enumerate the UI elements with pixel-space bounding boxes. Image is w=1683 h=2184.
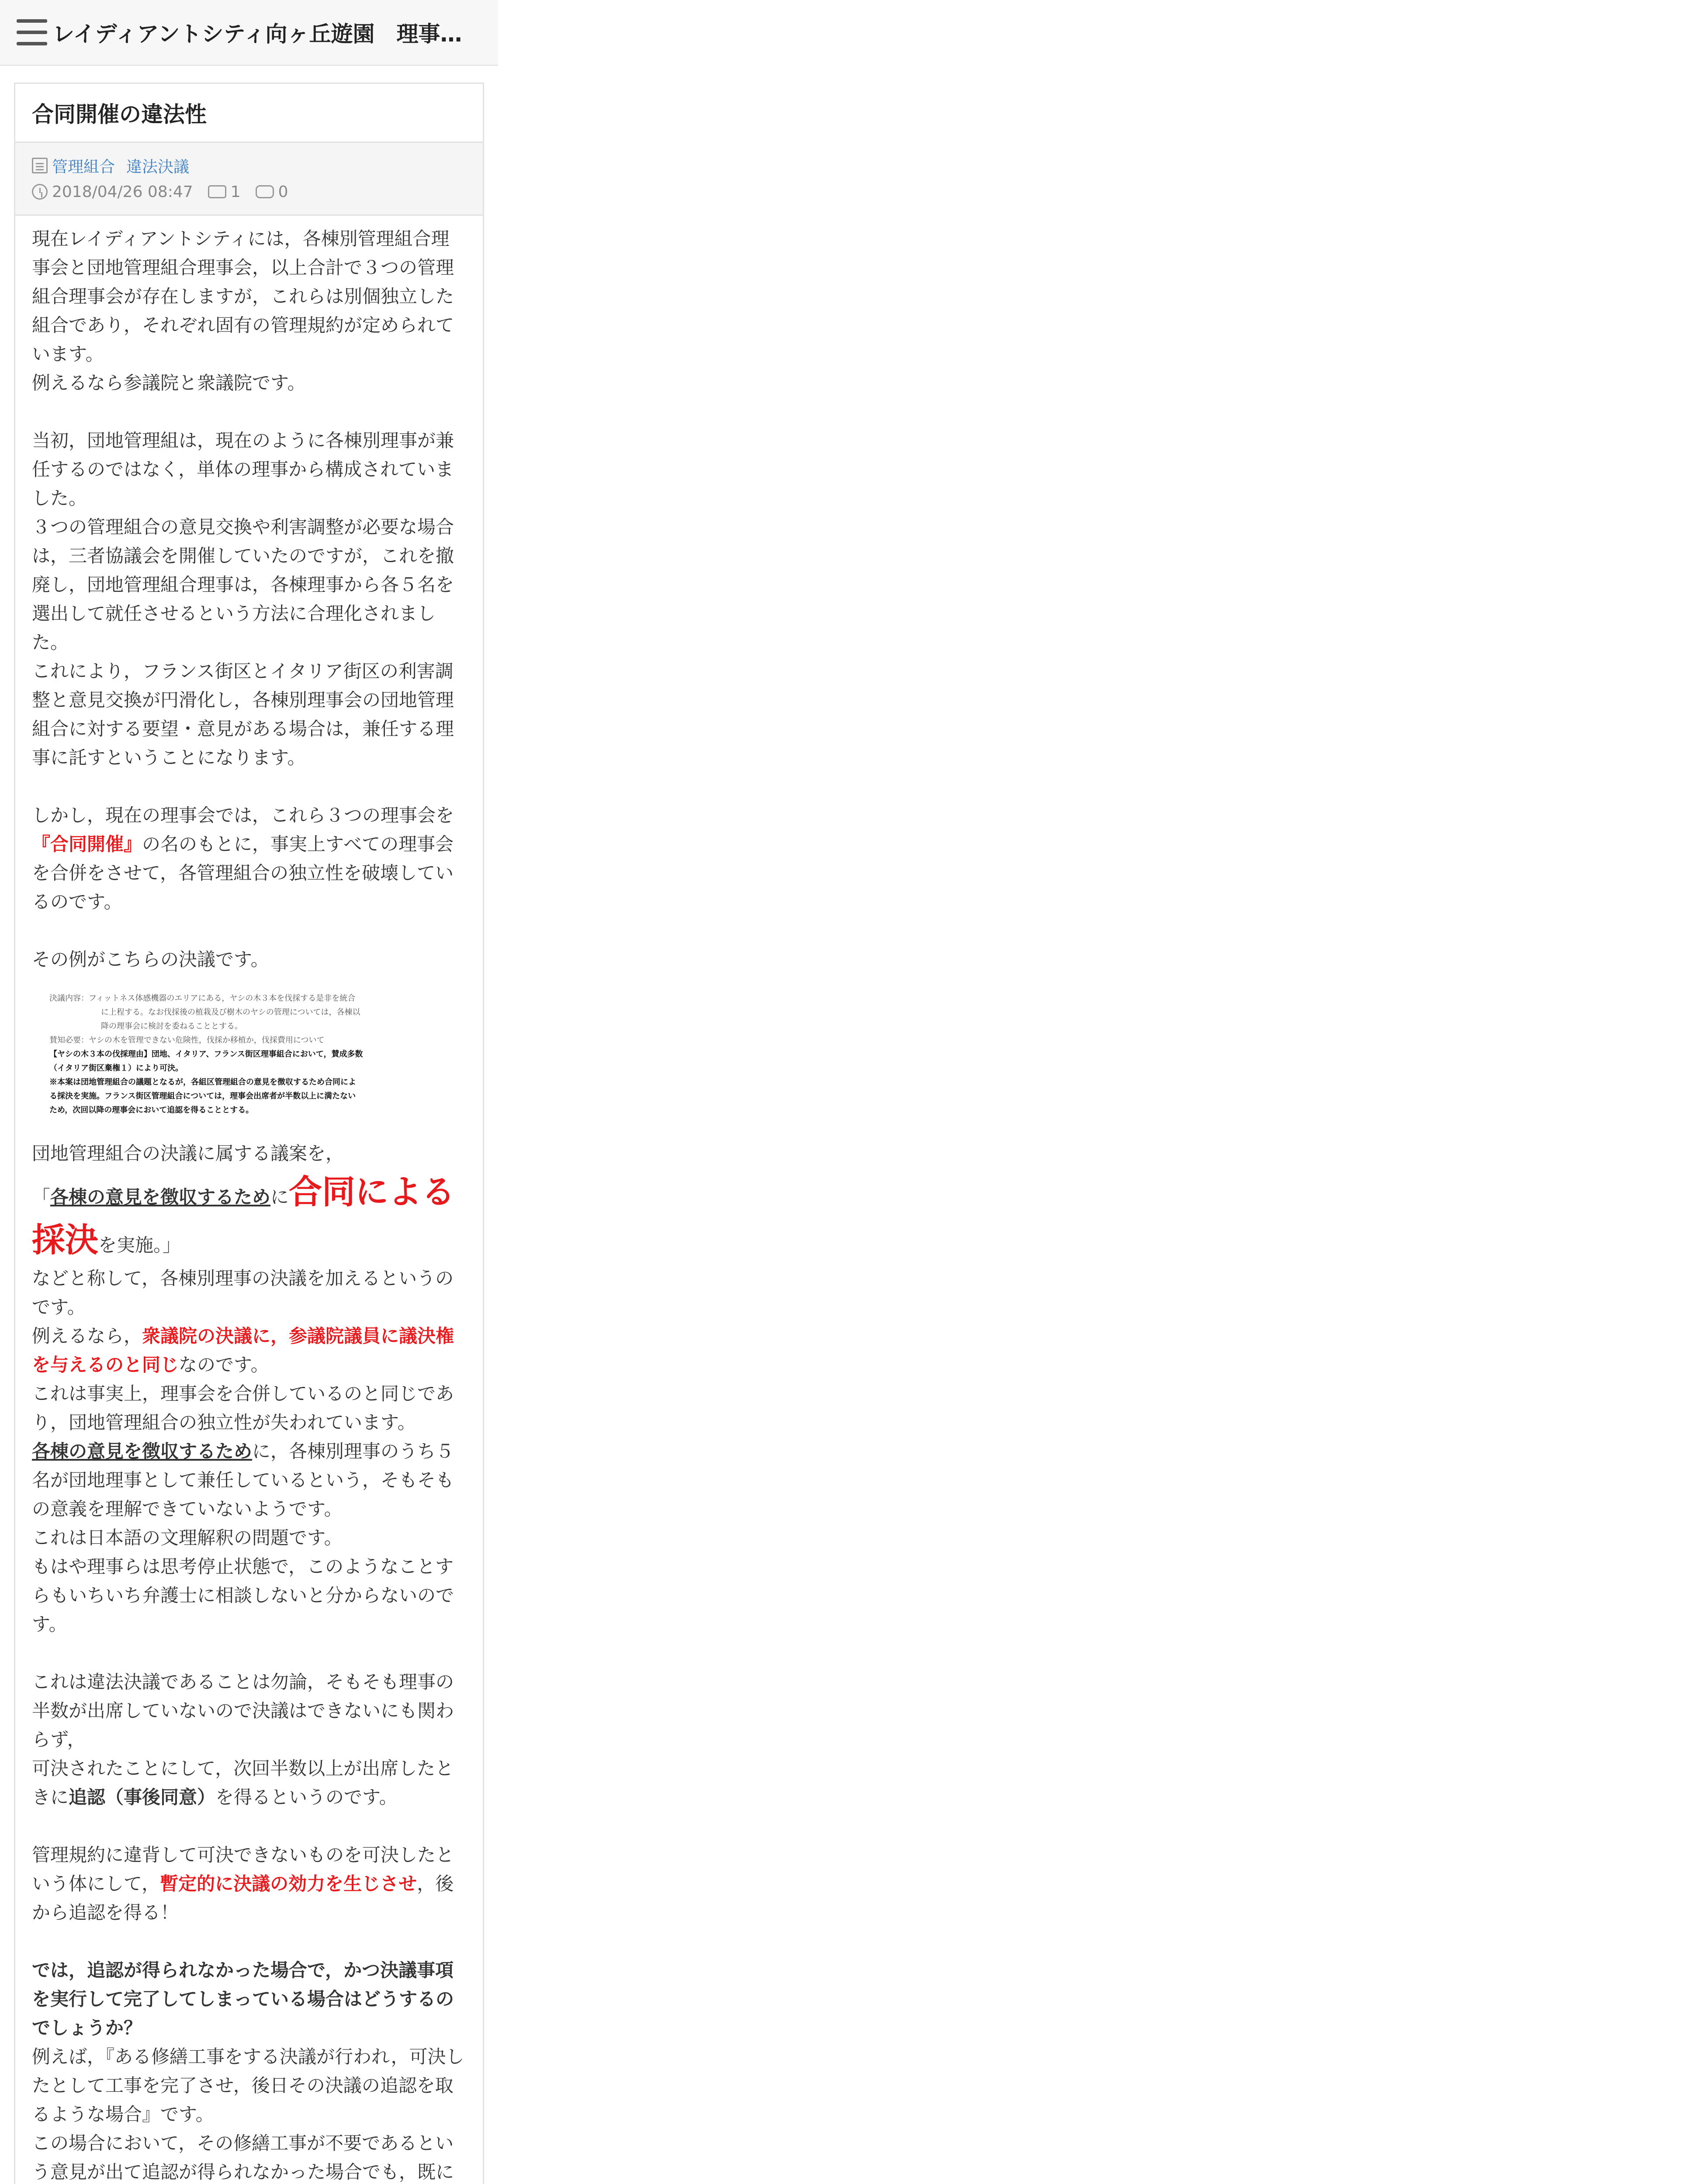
paragraph: 管理規約に違背して可決できないものを可決したという体にして，暫定的に決議の効力を生じさせ，後から追認を得る！: [32, 1844, 454, 1923]
comment-link[interactable]: [208, 183, 241, 201]
article-meta: [15, 143, 483, 216]
trackback-count: 0: [278, 183, 288, 201]
paragraph: しかし，現在の理事会では，これら３つの理事会を『合同開催』の名のもとに，事実上すべての理事会を合併をさせて，各管理組合の独立性を破壊しているのです。: [32, 805, 454, 912]
paragraph: これにより，フランス街区とイタリア街区の利害調整と意見交換が円滑化し，各棟別理事会の団地管理組合に対する要望・意見がある場合は，兼任する理事に託すということになります。: [32, 660, 454, 768]
paragraph: 可決されたことにして，次回半数以上が出席したときに追認（事後同意）を得るというのです。: [32, 1758, 454, 1808]
paragraph: などと称して，各棟別理事の決議を加えるというのです。: [32, 1268, 454, 1318]
paragraph: 当初，団地管理組は，現在のように各棟別理事が兼任するのではなく，単体の理事から構成されていました。: [32, 430, 454, 509]
paragraph: これは違法決議であることは勿論，そもそも理事の半数が出席していないので決議はできないにも関わらず，: [32, 1671, 454, 1750]
article-card: [14, 83, 484, 2184]
paragraph: これは事実上，理事会を合併しているのと同じであり，団地管理組合の独立性が失われています。: [32, 1383, 454, 1433]
info-row: [32, 179, 466, 205]
comment-icon: [208, 185, 226, 198]
article-title[interactable]: 合同開催の違法性: [15, 84, 483, 143]
comment-count: 1: [230, 183, 241, 201]
paragraph: 例えば，『ある修繕工事をする決議が行われ，可決したとして工事を完了させ，後日その決議の追認を取るような場合』です。: [32, 2046, 464, 2125]
category-icon: [32, 158, 48, 173]
post-date: 2018/04/26 08:47: [52, 183, 193, 201]
article-body: [15, 216, 483, 2184]
trackback-link[interactable]: [256, 183, 288, 201]
category-link-kanri[interactable]: 管理組合: [52, 158, 115, 176]
hamburger-menu-icon[interactable]: [17, 19, 47, 45]
paragraph: 例えるなら，衆議院の決議に，参議院議員に議決権を与えるのと同じなのです。: [32, 1325, 454, 1375]
paragraph: その例がこちらの決議です。: [32, 949, 269, 970]
emphasis-text: 『合同開催』: [32, 833, 142, 855]
paragraph: 現在レイディアントシティには，各棟別管理組合理事会と団地管理組合理事会，以上合計で３つの管理組合理事会が存在しますが，これらは別個独立した組合であり，それぞれ固有の管理規約が定められています。: [32, 228, 454, 365]
paragraph: この場合において，その修繕工事が不要であるという意見が出て追認が得られなかった場合でも，既に: [32, 2132, 454, 2183]
paragraph: 団地管理組合の決議に属する議案を，: [32, 1143, 344, 1164]
category-row: [32, 152, 466, 179]
paragraph: ３つの管理組合の意見交換や利害調整が必要な場合は，三者協議会を開催していたのですが，これを撤廃し，団地管理組合理事は，各棟理事から各５名を選出して就任させるという方法に合理化されました。: [32, 516, 454, 653]
resolution-image: 決議内容：フィットネス体感機器のエリアにある，ヤシの木３本を伐採する是非を統合 に上程する。なお伐採後の植栽及び樹木のヤシの管理については，各棟以 降の理事会に検討を委ねることとする。 賛知必要：ヤシの木を管理できない危険性，伐採か移植か，伐採費用について 【ヤシの木３本の伐採理由】団地、イタリア、フランス街区理事組合において，賛成多数 （イタリア街区棄権１）により可決。 ※本案は団地管理組合の議題となるが，各組区管理組合の意見を徴収するため合同によ る採決を実施。フランス街区管理組合については，理事会出席者が半数以上に満たない ため，次回以降の理事会において追認を得ることとする。: [49, 994, 363, 1115]
paragraph: では，追認が得られなかった場合で，かつ決議事項を実行して完了してしまっている場合はどうするのでしょうか？: [32, 1959, 454, 2039]
paragraph: 「各棟の意見を徴収するために合同による採決を実施。」: [32, 1172, 455, 1259]
clock-icon: [32, 184, 48, 200]
category-link-ihou[interactable]: 違法決議: [126, 158, 190, 176]
trackback-icon: [256, 185, 274, 198]
paragraph: もはや理事らは思考停止状態で，このようなことすらもいちいち弁護士に相談しないと分からないのです。: [32, 1556, 454, 1635]
page: [0, 0, 498, 2184]
header-bar: [0, 0, 498, 66]
emphasis-large-text: 合同による採決: [32, 1172, 455, 1259]
site-title[interactable]: レイディアントシティ向ヶ丘遊園 理事…: [52, 21, 462, 47]
paragraph: 各棟の意見を徴収するために，各棟別理事のうち５名が団地理事として兼任しているという，そもそもの意義を理解できていないようです。: [32, 1441, 454, 1520]
paragraph: 例えるなら参議院と衆議院です。: [32, 372, 306, 394]
paragraph: これは日本語の文理解釈の問題です。: [32, 1527, 343, 1548]
